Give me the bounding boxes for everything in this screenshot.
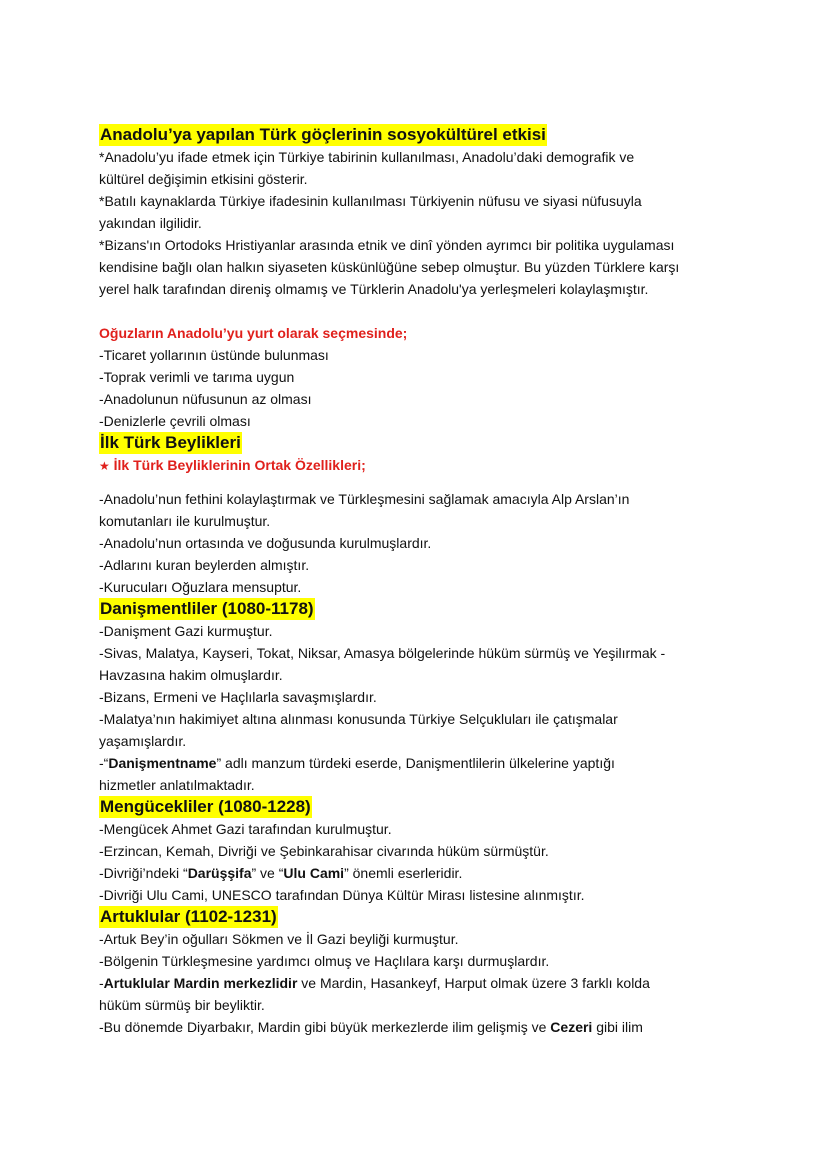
subheading: [99, 454, 739, 477]
document-content: [99, 124, 739, 1038]
paragraph-line: *Anadolu’yu ifade etmek için Türkiye tabirinin kullanılması, Anadolu’daki demografik ve: [99, 149, 635, 165]
paragraph-line: komutanları ile kurulmuştur.: [99, 513, 271, 529]
paragraph-line: kendisine bağlı olan halkın siyaseten küskünlüğüne sebep olmuştur. Bu yüzden Türklere karşı: [99, 259, 680, 275]
text-run: ” önemli eserleridir.: [344, 865, 463, 881]
paragraph-line: -Divriği Ulu Cami, UNESCO tarafından Dünya Kültür Mirası listesine alınmıştır.: [99, 887, 585, 903]
text-run: -: [99, 975, 104, 991]
star-icon: ★: [99, 459, 110, 473]
section-oguz-reasons: [99, 322, 739, 432]
subheading: Oğuzların Anadolu’yu yurt olarak seçmesinde;: [99, 325, 408, 341]
list-item: -Toprak verimli ve tarıma uygun: [99, 369, 295, 385]
text-run: ” adlı manzum türdeki eserde, Danişmentlilerin ülkelerine yaptığı: [216, 755, 615, 771]
section-title: Mengücekliler (1080-1228): [100, 797, 311, 816]
text-run: ve Mardin, Hasankeyf, Harput olmak üzere 3 farklı kolda: [297, 975, 650, 991]
bold-term: Cezeri: [550, 1019, 593, 1035]
text-run: -Divriği’ndeki “: [99, 865, 188, 881]
paragraph-line: -Malatya’nın hakimiyet altına alınması konusunda Türkiye Selçukluları ile çatışmalar: [99, 711, 618, 727]
paragraph-line: [99, 1016, 739, 1038]
list-item: -Ticaret yollarının üstünde bulunması: [99, 347, 329, 363]
paragraph-line: *Bizans'ın Ortodoks Hristiyanlar arasında etnik ve dinî yönden ayrımcı bir politika uygulaması: [99, 237, 675, 253]
paragraph-line: -Mengücek Ahmet Gazi tarafından kurulmuştur.: [99, 821, 392, 837]
section-mengucekliler: [99, 796, 739, 906]
section-title: Danişmentliler (1080-1178): [100, 599, 314, 618]
paragraph-line: yakından ilgilidir.: [99, 215, 202, 231]
text-run: gibi ilim: [592, 1019, 643, 1035]
paragraph-line: -Anadolu’nun fethini kolaylaştırmak ve Türkleşmesini sağlamak amacıyla Alp Arslan’ın: [99, 491, 630, 507]
section-danismentliler: [99, 598, 739, 796]
section-sociocultural: [99, 124, 739, 300]
section-artuklular: [99, 906, 739, 1038]
paragraph-line: -Sivas, Malatya, Kayseri, Tokat, Niksar, Amasya bölgelerinde hüküm sürmüş ve Yeşilırmak -: [99, 645, 666, 661]
paragraph-line: yaşamışlardır.: [99, 733, 187, 749]
paragraph-line: *Batılı kaynaklarda Türkiye ifadesinin kullanılması Türkiyenin nüfusu ve siyasi nüfusuyla: [99, 193, 642, 209]
paragraph-line: -Anadolu’nun ortasında ve doğusunda kurulmuşlardır.: [99, 535, 432, 551]
paragraph-line: -Erzincan, Kemah, Divriği ve Şebinkarahisar civarında hüküm sürmüştür.: [99, 843, 549, 859]
list-item: -Denizlerle çevrili olması: [99, 413, 251, 429]
text-run: -Bu dönemde Diyarbakır, Mardin gibi büyük merkezlerde ilim gelişmiş ve: [99, 1019, 551, 1035]
section-title: Anadolu’ya yapılan Türk göçlerinin sosyokültürel etkisi: [100, 125, 546, 144]
section-title: İlk Türk Beylikleri: [100, 433, 241, 452]
list-item: -Anadolunun nüfusunun az olması: [99, 391, 312, 407]
paragraph-line: -Artuk Bey’in oğulları Sökmen ve İl Gazi beyliği kurmuştur.: [99, 931, 459, 947]
paragraph-line: hizmetler anlatılmaktadır.: [99, 777, 255, 793]
subheading-text: İlk Türk Beyliklerinin Ortak Özellikleri;: [113, 457, 366, 473]
paragraph-line: kültürel değişimin etkisini gösterir.: [99, 171, 308, 187]
bold-term: Darüşşifa: [187, 865, 252, 881]
text-run: -“: [99, 755, 109, 771]
paragraph-line: yerel halk tarafından direniş olmamış ve Türklerin Anadolu'ya yerleşmeleri kolaylaşmıştır.: [99, 281, 649, 297]
paragraph-line: -Bölgenin Türkleşmesine yardımcı olmuş ve Haçlılara karşı durmuşlardır.: [99, 953, 550, 969]
section-title: Artuklular (1102-1231): [100, 907, 277, 926]
bold-term: Ulu Cami: [283, 865, 345, 881]
paragraph-line: -Danişment Gazi kurmuştur.: [99, 623, 273, 639]
paragraph-line: -Kurucuları Oğuzlara mensuptur.: [99, 579, 302, 595]
section-first-beyliks: [99, 432, 739, 598]
bold-term: Artuklular Mardin merkezlidir: [103, 975, 298, 991]
paragraph-line: -Adlarını kuran beylerden almıştır.: [99, 557, 310, 573]
text-run: ” ve “: [251, 865, 284, 881]
spacer: [99, 477, 739, 488]
paragraph-line: hüküm sürmüş bir beyliktir.: [99, 997, 265, 1013]
paragraph-line: Havzasına hakim olmuşlardır.: [99, 667, 283, 683]
spacer: [99, 300, 739, 322]
paragraph-line: [99, 862, 739, 884]
paragraph-line: [99, 972, 739, 994]
bold-term: Danişmentname: [108, 755, 217, 771]
paragraph-line: -Bizans, Ermeni ve Haçlılarla savaşmışlardır.: [99, 689, 377, 705]
paragraph-line: [99, 752, 739, 774]
